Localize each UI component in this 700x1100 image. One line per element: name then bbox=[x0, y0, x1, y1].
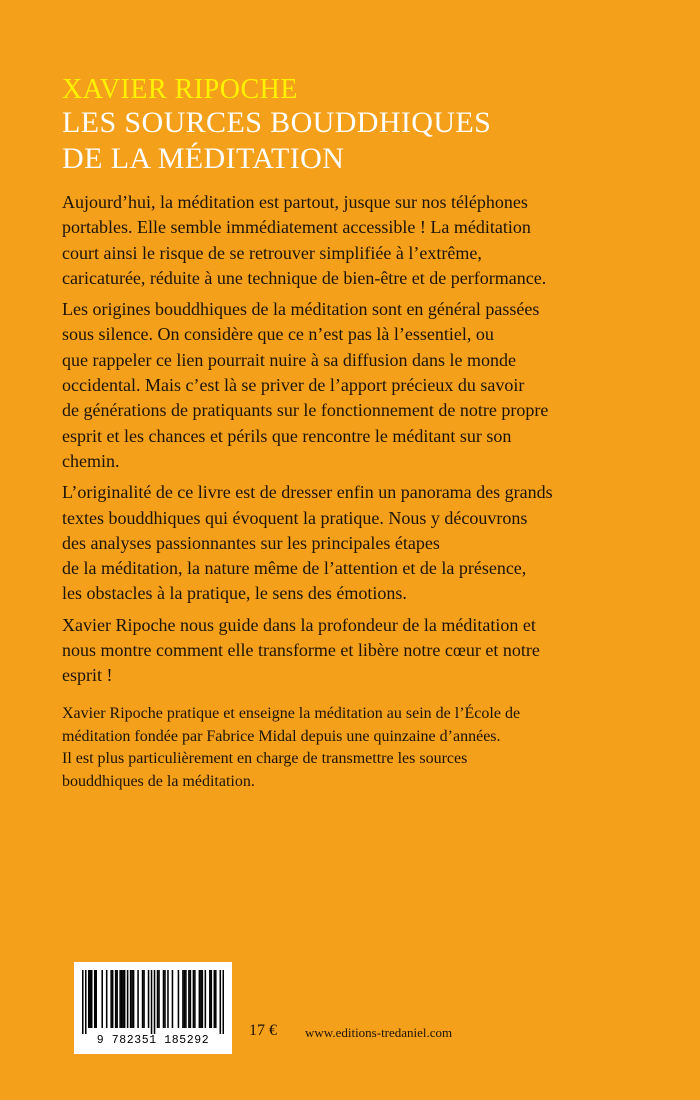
barcode-bar bbox=[190, 970, 192, 1028]
barcode-bar bbox=[131, 970, 133, 1028]
text-line: que rappeler ce lien pourrait nuire à sa diffusion dans le monde bbox=[62, 349, 517, 370]
barcode-bar bbox=[211, 970, 213, 1028]
barcode-bar bbox=[164, 970, 166, 1028]
text-line: esprit et les chances et périls que rencontre le méditant sur son bbox=[62, 425, 512, 446]
barcode-bar bbox=[89, 970, 91, 1028]
book-title-line-2: DE LA MÉDITATION bbox=[62, 142, 345, 175]
barcode-bar bbox=[115, 970, 117, 1028]
barcode-bar bbox=[106, 970, 108, 1028]
barcode-bar bbox=[121, 970, 123, 1028]
barcode-bar bbox=[88, 970, 90, 1028]
barcode bbox=[74, 962, 232, 1054]
barcode-bar bbox=[122, 970, 124, 1028]
text-line: sous silence. On considère que ce n’est pas là l’essentiel, ou bbox=[62, 324, 494, 345]
text-line: les obstacles à la pratique, le sens des émotions. bbox=[62, 583, 407, 604]
text-line: chemin. bbox=[62, 450, 120, 471]
text-line: L’originalité de ce livre est de dresser enfin un panorama des grands bbox=[62, 482, 553, 503]
barcode-bar bbox=[112, 970, 114, 1028]
barcode-bar bbox=[119, 970, 121, 1028]
text-line: esprit ! bbox=[62, 665, 113, 686]
barcode-bar bbox=[133, 970, 135, 1028]
blurb bbox=[62, 184, 662, 695]
text-line: court ainsi le risque de se retrouver simplifiée à l’extrême, bbox=[62, 242, 482, 263]
text-line: textes bouddhiques qui évoquent la pratique. Nous y découvrons bbox=[62, 507, 528, 528]
barcode-bar bbox=[142, 970, 144, 1028]
text-line: caricaturée, réduite à une technique de bien-être et de performance. bbox=[62, 267, 547, 288]
barcode-bar bbox=[215, 970, 217, 1028]
barcode-bar bbox=[151, 970, 153, 1034]
barcode-bar bbox=[95, 970, 97, 1028]
barcode-bar bbox=[209, 970, 211, 1028]
barcode-bar bbox=[158, 970, 160, 1028]
text-line: Les origines bouddhiques de la méditation sont en général passées bbox=[62, 299, 540, 320]
barcode-bar bbox=[94, 970, 96, 1028]
text-line: nous montre comment elle transforme et libère notre cœur et notre bbox=[62, 640, 540, 661]
barcode-bar bbox=[223, 970, 224, 1034]
barcode-bar bbox=[137, 970, 139, 1028]
bio-line: bouddhiques de la méditation. bbox=[62, 772, 255, 790]
text-line: Aujourd’hui, la méditation est partout, jusque sur nos téléphones bbox=[62, 192, 528, 212]
barcode-bar bbox=[154, 970, 156, 1034]
barcode-bar bbox=[91, 970, 93, 1028]
text-line: de générations de pratiquants sur le fonctionnement de notre propre bbox=[62, 400, 549, 421]
barcode-bar bbox=[185, 970, 187, 1028]
barcode-bar bbox=[148, 970, 150, 1028]
barcode-bar bbox=[124, 970, 126, 1028]
barcode-bar bbox=[193, 970, 195, 1028]
barcode-bar bbox=[199, 970, 201, 1028]
book-title-line-1: LES SOURCES BOUDDHIQUES bbox=[62, 106, 492, 139]
barcode-bar bbox=[163, 970, 165, 1028]
text-line: des analyses passionnantes sur les principales étapes bbox=[62, 532, 440, 553]
bio-line: méditation fondée par Fabrice Midal depuis une quinzaine d’années. bbox=[62, 727, 501, 745]
barcode-bar bbox=[220, 970, 222, 1034]
barcode-bar bbox=[85, 970, 87, 1034]
barcode-bar bbox=[178, 970, 180, 1028]
barcode-bars bbox=[82, 970, 224, 1034]
barcode-bar bbox=[157, 970, 159, 1028]
barcode-bar bbox=[205, 970, 207, 1028]
bio-line: Il est plus particulièrement en charge de transmettre les sources bbox=[62, 750, 468, 767]
barcode-bar bbox=[184, 970, 186, 1028]
barcode-bar bbox=[172, 970, 174, 1028]
barcode-bar bbox=[194, 970, 196, 1028]
barcode-bar bbox=[200, 970, 202, 1028]
text-line: de la méditation, la nature même de l’attention et de la présence, bbox=[62, 558, 527, 579]
text-line: Xavier Ripoche nous guide dans la profondeur de la méditation et bbox=[62, 614, 536, 635]
author-bio bbox=[62, 703, 662, 793]
barcode-bar bbox=[202, 970, 204, 1028]
isbn-number: 9 782351 185292 bbox=[96, 1034, 210, 1047]
barcode-bar bbox=[188, 970, 190, 1028]
barcode-bar bbox=[116, 970, 118, 1028]
barcode-bar bbox=[214, 970, 216, 1028]
author-name: XAVIER RIPOCHE bbox=[62, 74, 298, 105]
barcode-bar bbox=[101, 970, 103, 1028]
barcode-bar bbox=[82, 970, 84, 1034]
publisher-website: www.editions-tredaniel.com bbox=[305, 1025, 453, 1040]
barcode-bar bbox=[127, 970, 129, 1028]
barcode-bar bbox=[167, 970, 169, 1028]
barcode-bar bbox=[130, 970, 132, 1028]
barcode-bar bbox=[110, 970, 112, 1028]
bio-line: Xavier Ripoche pratique et enseigne la méditation au sein de l’École de bbox=[62, 705, 521, 722]
barcode-bar bbox=[182, 970, 184, 1028]
book-title bbox=[62, 105, 491, 177]
price: 17 € bbox=[249, 1022, 277, 1039]
text-line: occidental. Mais c’est là se priver de l’apport précieux du savoir bbox=[62, 375, 525, 396]
text-line: portables. Elle semble immédiatement accessible ! La méditation bbox=[62, 217, 531, 238]
barcode-bar bbox=[143, 970, 145, 1028]
